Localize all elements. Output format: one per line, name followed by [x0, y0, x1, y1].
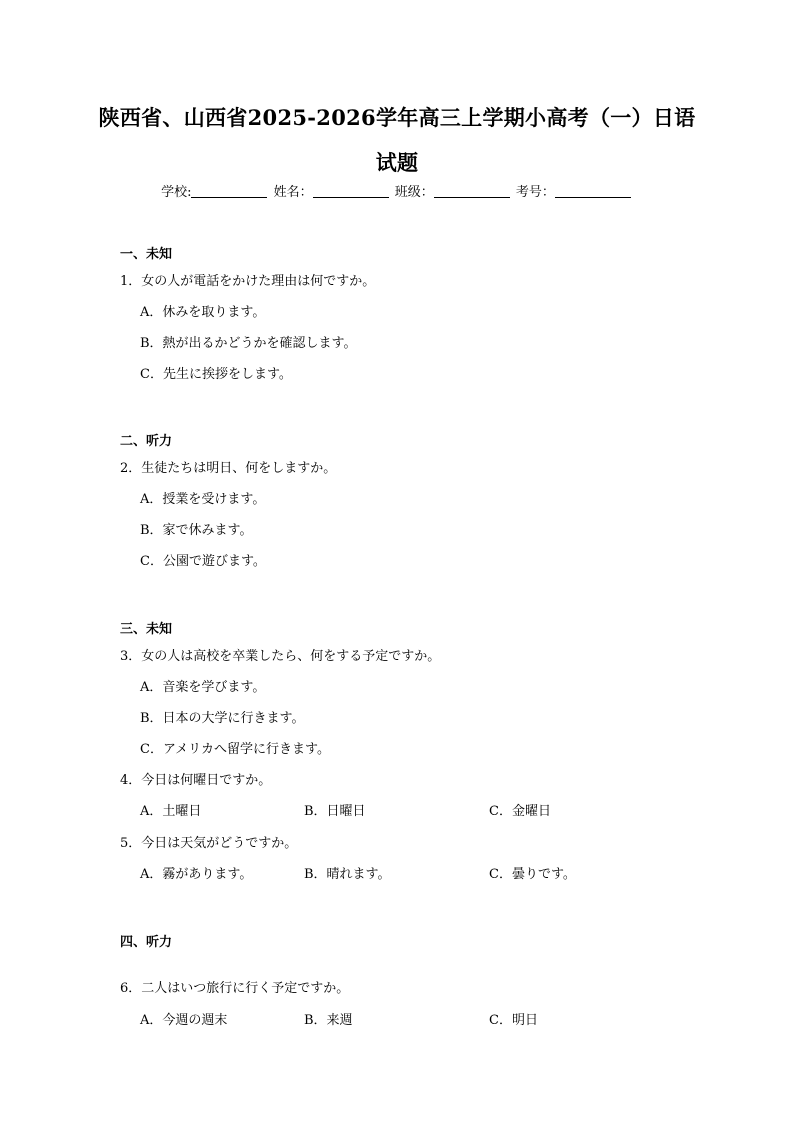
q5-option-c: C．曇りです。 [489, 867, 576, 882]
student-info-line [0, 181, 794, 200]
school-blank[interactable] [191, 184, 267, 198]
q2-option-a: A．授業を受けます。 [140, 492, 266, 507]
section-heading: 三、未知 [120, 622, 173, 637]
q6-option-c: C．明日 [489, 1013, 538, 1028]
q6-option-b: B．来週 [304, 1013, 353, 1028]
question-6: 6．二人はいつ旅行に行く予定ですか。 [120, 981, 350, 996]
section-heading: 四、听力 [120, 935, 173, 950]
question-2: 2．生徒たちは明日、何をしますか。 [120, 461, 337, 476]
q1-option-b: B．熱が出るかどうかを確認します。 [140, 336, 357, 351]
q4-option-c: C．金曜日 [489, 804, 551, 819]
exam-number-blank[interactable] [555, 184, 631, 198]
school-label: 学校: [161, 185, 192, 200]
class-blank[interactable] [434, 184, 510, 198]
q3-option-c: C．アメリカへ留学に行きます。 [140, 742, 330, 757]
question-3: 3．女の人は高校を卒業したら、何をする予定ですか。 [120, 649, 441, 664]
q5-option-b: B．晴れます。 [304, 867, 391, 882]
q4-option-a: A．土曜日 [140, 804, 202, 819]
q2-option-c: C．公園で遊びます。 [140, 554, 266, 569]
q3-option-b: B．日本の大学に行きます。 [140, 711, 305, 726]
name-label: 姓名： [273, 185, 313, 200]
section-heading: 二、听力 [120, 434, 173, 449]
q5-option-a: A．霧があります。 [140, 867, 253, 882]
question-1: 1．女の人が電話をかけた理由は何ですか。 [120, 274, 376, 289]
q4-option-b: B．日曜日 [304, 804, 366, 819]
question-4: 4．今日は何曜日ですか。 [120, 773, 272, 788]
question-5: 5．今日は天気がどうですか。 [120, 836, 298, 851]
q2-option-b: B．家で休みます。 [140, 523, 253, 538]
name-blank[interactable] [313, 184, 389, 198]
document-title-continued: 试题 [375, 150, 419, 175]
exam-number-label: 考号： [515, 185, 555, 200]
class-label: 班级： [394, 185, 434, 200]
q1-option-a: A．休みを取ります。 [140, 305, 266, 320]
q1-option-c: C．先生に挨拶をします。 [140, 367, 292, 382]
q6-option-a: A．今週の週末 [140, 1013, 228, 1028]
section-heading: 一、未知 [120, 247, 173, 262]
document-title: 陕西省、山西省2025-2026学年高三上学期小高考（一）日语 [98, 105, 696, 130]
q3-option-a: A．音楽を学びます。 [140, 680, 266, 695]
